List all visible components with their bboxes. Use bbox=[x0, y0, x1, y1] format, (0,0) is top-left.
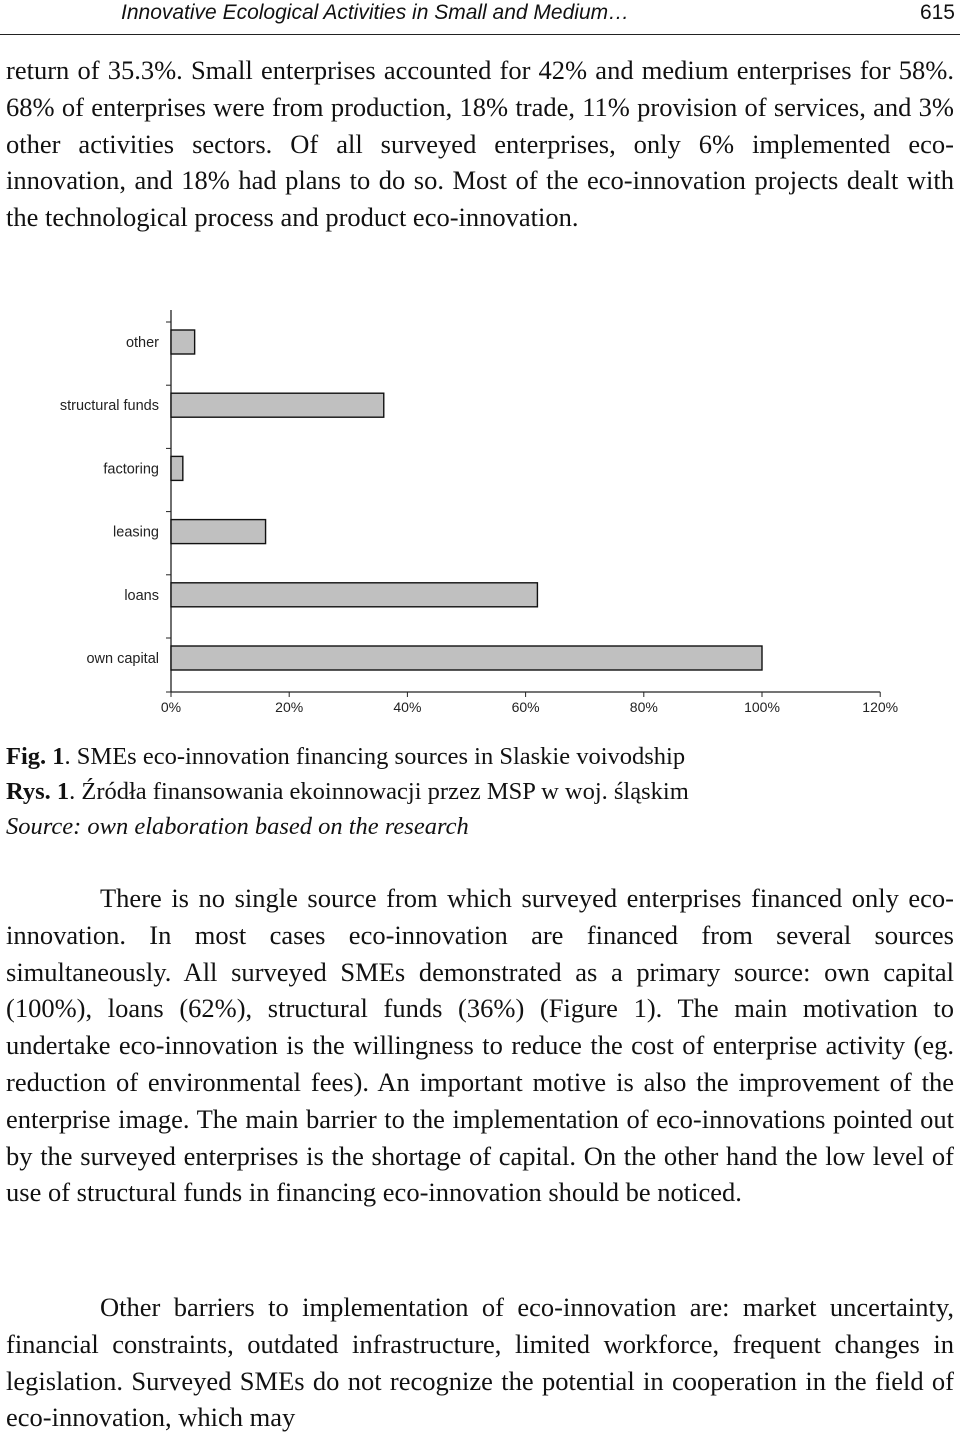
category-label: factoring bbox=[103, 461, 159, 478]
x-tick-label: 40% bbox=[393, 699, 422, 715]
figure-caption bbox=[6, 742, 685, 772]
financing-sources-bar-chart bbox=[0, 300, 960, 730]
rys-caption-text: . Źródła finansowania ekoinnowacji przez MSP w woj. śląskim bbox=[69, 778, 689, 805]
figure-caption-text: . SMEs eco-innovation financing sources in Slaskie voivodship bbox=[64, 743, 686, 770]
bar-other bbox=[171, 330, 195, 354]
x-tick-label: 120% bbox=[862, 699, 899, 715]
bar-factoring bbox=[171, 456, 183, 480]
x-tick-label: 0% bbox=[160, 699, 182, 715]
category-label: structural funds bbox=[59, 398, 159, 415]
bar-structural-funds bbox=[171, 393, 384, 417]
rys-label: Rys. 1 bbox=[6, 778, 70, 805]
x-tick-label: 20% bbox=[275, 699, 304, 715]
category-label: other bbox=[125, 335, 159, 351]
bar-loans bbox=[171, 583, 537, 607]
running-header bbox=[0, 0, 960, 35]
figure-source-note: Source: own elaboration based on the research bbox=[6, 813, 469, 840]
category-label: own capital bbox=[86, 651, 159, 667]
category-label: leasing bbox=[113, 524, 159, 541]
body-paragraph: return of 35.3%. Small enterprises accounted for 42% and medium enterprises for 58%. 68% of enterprises were from production, 18% trade, 11% provision of services, and 3% other activities sectors. Of all surveyed enterprises, only 6% implemented eco-innovation, and 18% had plans to do so. Most of the eco-innovation projects dealt with the technological process and product eco-innovation. bbox=[6, 55, 954, 233]
x-tick-label: 60% bbox=[511, 699, 540, 715]
chart-marks bbox=[60, 310, 898, 715]
x-tick-label: 80% bbox=[629, 699, 658, 715]
x-tick-label: 100% bbox=[744, 699, 780, 715]
page-number: 615 bbox=[919, 1, 955, 24]
category-label: loans bbox=[124, 587, 159, 604]
bar-own-capital bbox=[171, 646, 762, 670]
running-title: Innovative Ecological Activities in Small and Medium… bbox=[121, 1, 630, 24]
body-paragraph: There is no single source from which surveyed enterprises financed only eco-innovation. In most cases eco-innovation are financed from several sources simultaneously. All surveyed SMEs demonstrated as a primary source: own capital (100%), loans (62%), structural funds (36%) (Figure 1). The main motivation to undertake eco-innovation is the willingness to reduce the cost of enterprise activity (eg. reduction of environmental fees). An important motive is also the improvement of the enterprise image. The main barrier to the implementation of eco-innovations pointed out by the surveyed enterprises is the shortage of capital. On the other hand the low level of use of structural funds in financing eco-innovation should be noticed. bbox=[6, 883, 954, 1208]
bar-leasing bbox=[171, 520, 266, 544]
figure-label: Fig. 1 bbox=[6, 743, 65, 770]
body-paragraph: Other barriers to implementation of eco-innovation are: market uncertainty, financial constraints, outdated infrastructure, limited workforce, frequent changes in legislation. Surveyed SMEs do not recognize the potential in cooperation in the field of eco-innovation, which may bbox=[6, 1292, 954, 1433]
figure-caption-polish bbox=[6, 777, 689, 807]
